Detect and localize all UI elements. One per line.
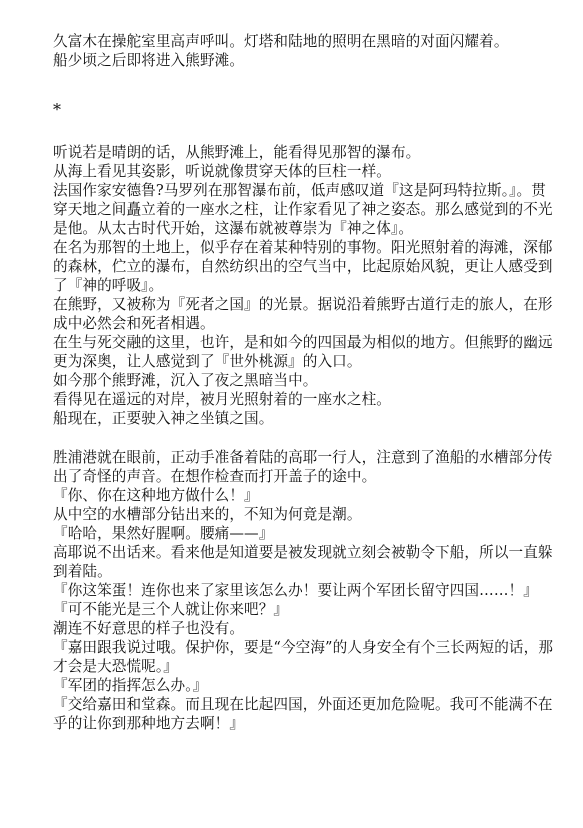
- paragraph: 在熊野，又被称为『死者之国』的光景。据说沿着熊野古道行走的旅人，在形成中必然会和死者相遇。: [53, 296, 553, 332]
- paragraph: 在生与死交融的这里，也许，是和如今的四国最为相似的地方。但熊野的幽远更为深奥，让人感觉到了『世外桃源』的入口。: [53, 334, 553, 370]
- paragraph: 如今那个熊野滩，沉入了夜之黑暗当中。: [53, 372, 318, 389]
- paragraph: 船少顷之后即将进入熊野滩。: [53, 52, 245, 69]
- dialogue-line: 『可不能光是三个人就让你来吧？』: [53, 601, 289, 618]
- dialogue-line: 『哈哈，果然好腥啊。腰痛——』: [53, 525, 274, 542]
- paragraph: 高耶说不出话来。看来他是知道要是被发现就立刻会被勒令下船，所以一直躲到着陆。: [53, 544, 553, 580]
- paragraph: 船现在，正要驶入神之坐镇之国。: [53, 410, 274, 427]
- dialogue-line: 『嘉田跟我说过哦。保护你，要是“今空海”的人身安全有个三长两短的话，那才会是大恐慌呢。』: [53, 639, 554, 675]
- paragraph: 在名为那智的土地上，似乎存在着某种特别的事物。阳光照射着的海滩，深郁的森林，伫立的瀑布，自然纺织出的空气当中，比起原始风貌，更让人感受到了『神的呼吸』。: [53, 239, 553, 294]
- dialogue-line: 『你、你在这种地方做什么！』: [53, 487, 259, 504]
- paragraph: 从海上看见其姿影，听说就像贯穿天体的巨柱一样。: [53, 163, 391, 180]
- paragraph: 潮连不好意思的样子也没有。: [53, 620, 245, 637]
- dialogue-line: 『军团的指挥怎么办。』: [53, 677, 208, 694]
- dialogue-line: 『交给嘉田和堂森。而且现在比起四国，外面还更加危险呢。我可不能满不在乎的让你到那种地方去啊！』: [53, 696, 553, 732]
- paragraph: 胜浦港就在眼前，正动手准备着陆的高耶一行人，注意到了渔船的水槽部分传出了奇怪的声音。在想作检查而打开盖子的途中。: [53, 449, 553, 485]
- paragraph: 听说若是晴朗的话，从熊野滩上，能看得见那智的瀑布。: [53, 144, 421, 161]
- paragraph: 从中空的水槽部分钻出来的，不知为何竟是潮。: [53, 506, 362, 523]
- section-separator: *: [53, 100, 62, 119]
- paragraph: 久富木在操舵室里高声呼叫。灯塔和陆地的照明在黑暗的对面闪耀着。: [53, 33, 509, 50]
- dialogue-line: 『你这笨蛋！连你也来了家里该怎么办！要让两个军团长留守四国……！』: [53, 582, 538, 599]
- paragraph: 看得见在遥远的对岸，被月光照射着的一座水之柱。: [53, 391, 391, 408]
- paragraph: 法国作家安德鲁?马罗列在那智瀑布前，低声感叹道『这是阿玛特拉斯。』。贯穿天地之间矗立着的一座水之柱，让作家看见了神之姿态。那么感觉到的不光是他。从太古时代开始，这瀑布就被尊崇为『神之体』。: [53, 182, 553, 237]
